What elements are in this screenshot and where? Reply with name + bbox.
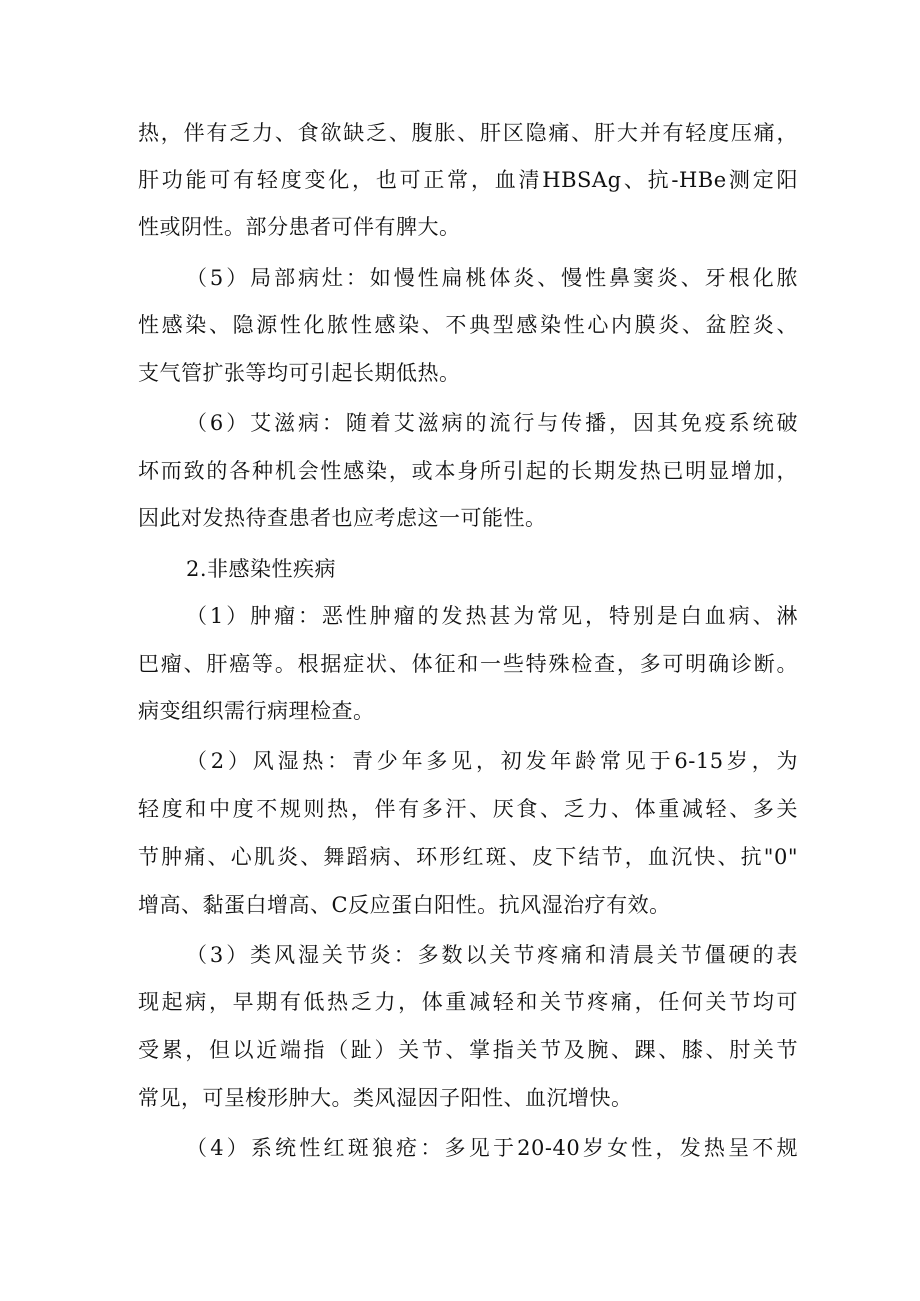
text-line: 巴瘤、肝癌等。根据症状、体征和一些特殊检查，多可明确诊断。 xyxy=(138,652,798,676)
text-line: （4）系统性红斑狼疮：多见于20-40岁女性，发热呈不规 xyxy=(186,1136,798,1160)
text-line: （1）肿瘤：恶性肿瘤的发热甚为常见，特别是白血病、淋 xyxy=(186,604,798,628)
text-line: （6）艾滋病：随着艾滋病的流行与传播，因其免疫系统破 xyxy=(186,411,798,435)
text-line: 肝功能可有轻度变化，也可正常，血清HBSAg、抗-HBe测定阳 xyxy=(138,168,798,192)
text-line: 增高、黏蛋白增高、C反应蛋白阳性。抗风湿治疗有效。 xyxy=(138,893,671,917)
text-line: 性感染、隐源性化脓性感染、不典型感染性心内膜炎、盆腔炎、 xyxy=(138,313,798,337)
text-line: 病变组织需行病理检查。 xyxy=(138,699,375,723)
text-line: 常见，可呈梭形肿大。类风湿因子阳性、血沉增快。 xyxy=(138,1086,633,1110)
text-line: 坏而致的各种机会性感染，或本身所引起的长期发热已明显增加， xyxy=(138,459,798,483)
text-line: 节肿痛、心肌炎、舞蹈病、环形红斑、皮下结节，血沉快、抗"0" xyxy=(138,845,798,869)
text-line: （3）类风湿关节炎：多数以关节疼痛和清晨关节僵硬的表 xyxy=(186,943,798,967)
text-line: 性或阴性。部分患者可伴有脾大。 xyxy=(138,215,461,239)
text-line: 因此对发热待查患者也应考虑这一可能性。 xyxy=(138,506,547,530)
text-line: 热，伴有乏力、食欲缺乏、腹胀、肝区隐痛、肝大并有轻度压痛， xyxy=(138,121,798,145)
text-line: 支气管扩张等均可引起长期低热。 xyxy=(138,361,461,385)
section-heading: 2.非感染性疾病 xyxy=(186,557,337,581)
text-line: 受累，但以近端指（趾）关节、掌指关节及腕、踝、膝、肘关节 xyxy=(138,1038,798,1062)
text-line: （5）局部病灶：如慢性扁桃体炎、慢性鼻窦炎、牙根化脓 xyxy=(186,266,798,290)
text-line: 轻度和中度不规则热，伴有多汗、厌食、乏力、体重减轻、多关 xyxy=(138,797,798,821)
text-line: （2）风湿热：青少年多见，初发年龄常见于6-15岁，为 xyxy=(186,749,798,773)
text-line: 现起病，早期有低热乏力，体重减轻和关节疼痛，任何关节均可 xyxy=(138,990,798,1014)
